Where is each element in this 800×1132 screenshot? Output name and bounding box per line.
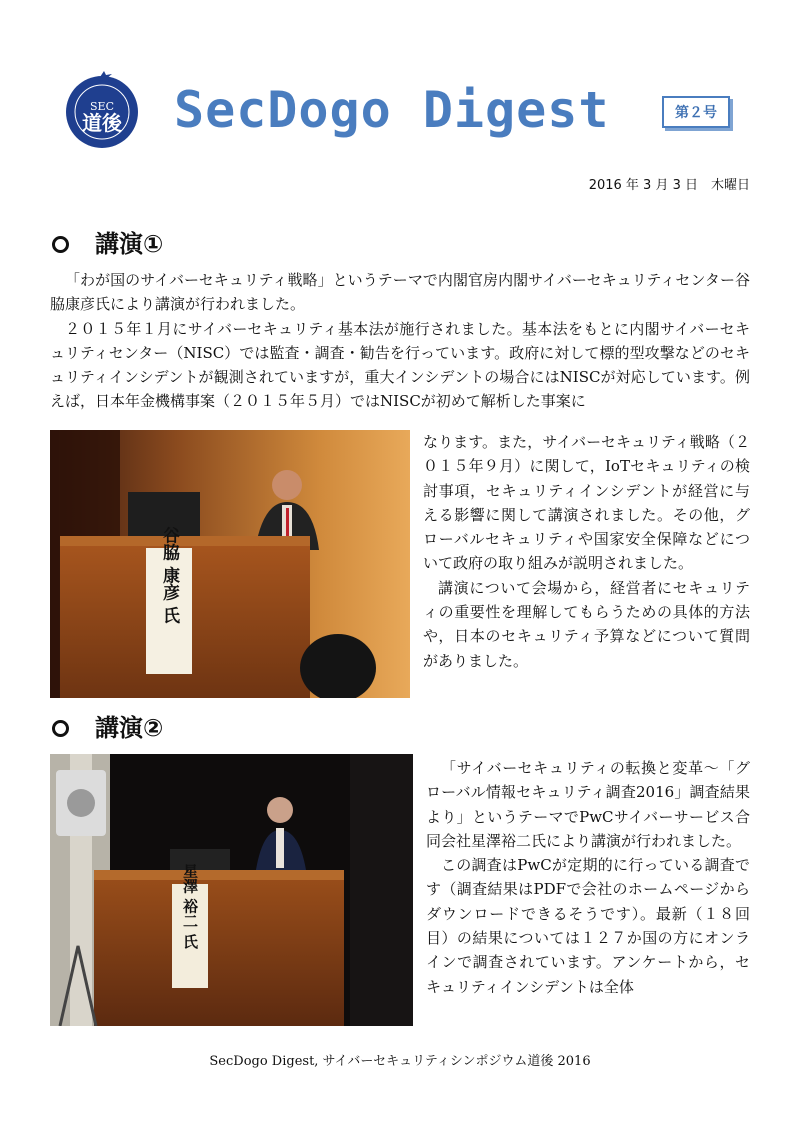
section2-heading — [52, 713, 163, 743]
section2-photo — [50, 754, 413, 1026]
section1-paragraph-2: ２０１５年１月にサイバーセキュリティ基本法が施行されました。基本法をもとに内閣サイバーセキュリティセンター（NISC）では監査・調査・勧告を行っています。政府に対して標的型攻撃などのセキュリティインシデントが観測されていますが，重大インシデントの場合にはNISCが対応しています。例えば，日本年金機構事案（２０１５年５月）ではNISCが初めて解析した事案に — [50, 319, 750, 411]
section2-text — [426, 756, 750, 999]
newsletter-title: SecDogo Digest — [174, 81, 610, 139]
section1-intro — [50, 268, 750, 414]
section1-paragraph-3: なります。また，サイバーセキュリティ戦略（２０１５年９月）に関して，IoTセキュリティの検討事項，セキュリティインシデントが経営に与える影響に関して講演されました。その他，グローバルセキュリティや国家安全保障などについて政府の取り組みが説明されました。 — [423, 433, 750, 573]
section2-sign-text: 星澤 裕二 氏 — [181, 863, 199, 949]
circle-bullet-icon — [52, 236, 69, 253]
circle-bullet-icon — [52, 720, 69, 737]
logo-main-text: 道後 — [82, 111, 122, 135]
issue-badge: 第２号 — [662, 96, 730, 128]
section2-paragraph-2: この調査はPwCが定期的に行っている調査です（調査結果はPDFで会社のホームページからダウンロードできるそうです）。最新（１８回目）の結果については１２７か国の方にオンラインで調査されています。アンケートから，セキュリティインシデントは全体 — [426, 856, 750, 996]
section1-heading — [52, 229, 163, 259]
section1-paragraph-1: 「わが国のサイバーセキュリティ戦略」というテーマで内閣官房内閣サイバーセキュリティセンター谷脇康彦氏により講演が行われました。 — [50, 271, 750, 314]
section1-side-text — [423, 430, 750, 673]
section2-heading-text: 講演② — [95, 714, 164, 742]
section1-paragraph-4: 講演について会場から，経営者にセキュリティの重要性を理解してもらうための具体的方法や，日本のセキュリティ予算などについて質問がありました。 — [423, 578, 750, 670]
issue-date: 2016 年 3 月 3 日 木曜日 — [588, 178, 750, 193]
logo-top-text: SEC — [90, 100, 114, 113]
section1-heading-text: 講演① — [95, 230, 164, 258]
section2-paragraph-1: 「サイバーセキュリティの転換と変革～「グローバル情報セキュリティ調査2016」調査結果より」というテーマでPwCサイバーサービス合同会社星澤裕二氏により講演が行われました。 — [426, 759, 750, 850]
logo — [54, 66, 150, 150]
section1-photo — [50, 430, 410, 698]
section1-sign-text: 谷脇 康彦 氏 — [159, 526, 179, 624]
logo-emblem — [54, 66, 150, 150]
page-footer: SecDogo Digest, サイバーセキュリティシンポジウム道後 2016 — [209, 1054, 591, 1069]
